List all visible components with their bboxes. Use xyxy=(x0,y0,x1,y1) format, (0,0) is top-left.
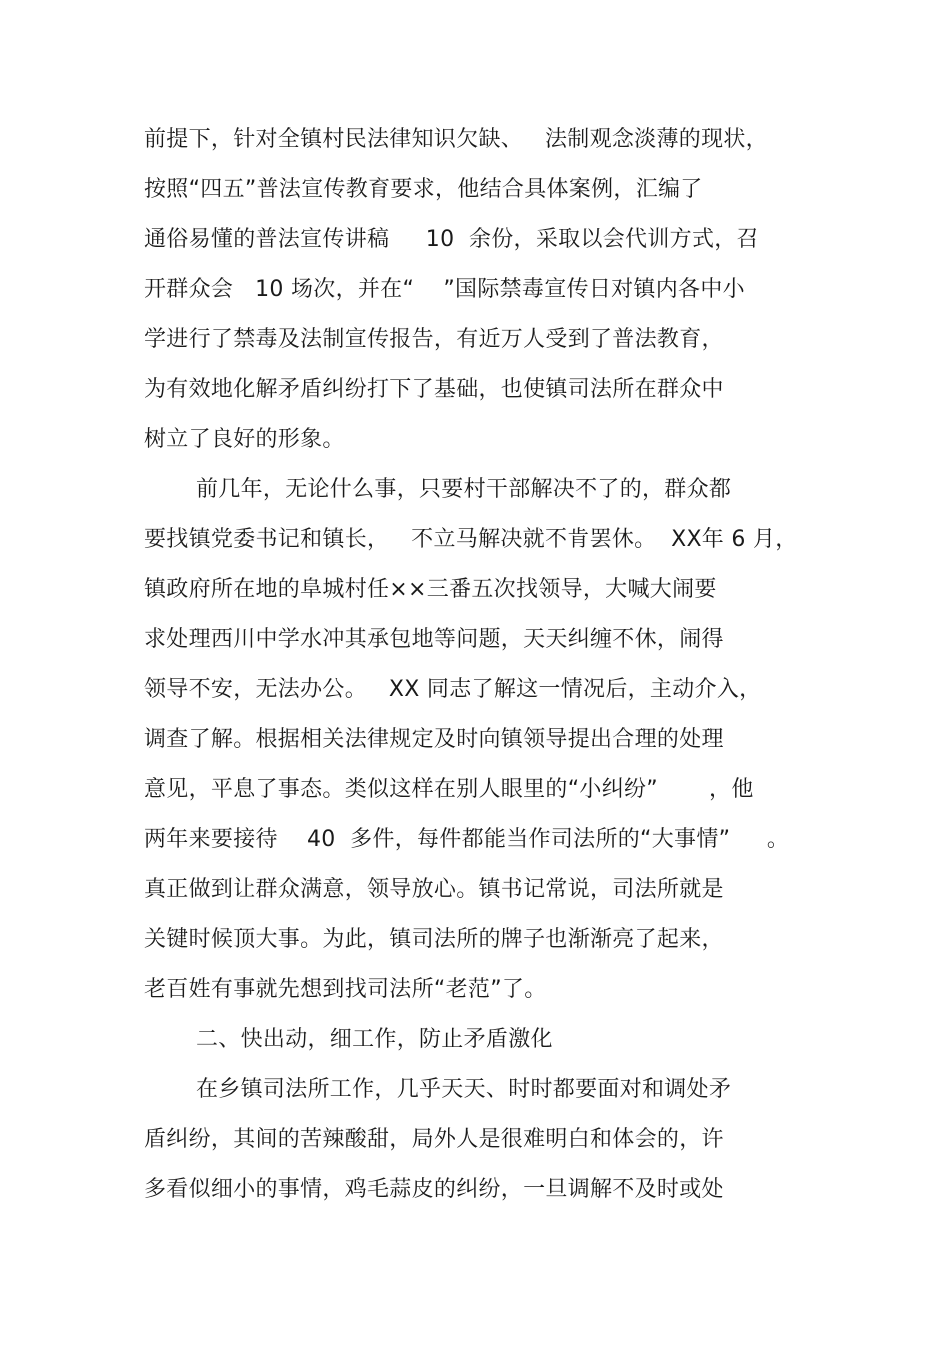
text-line: 要找镇党委书记和镇长， 不立马解决就不肯罢休。 XX年 6 月， xyxy=(144,527,798,552)
text-line: 通俗易懂的普法宣传讲稿 10 余份，采取以会代训方式，召 xyxy=(144,227,759,252)
text-line: 关键时候顶大事。为此，镇司法所的牌子也渐渐亮了起来， xyxy=(144,927,724,952)
text-line: 老百姓有事就先想到找司法所“老范”了。 xyxy=(144,977,547,1002)
text-line: 真正做到让群众满意，领导放心。镇书记常说，司法所就是 xyxy=(144,877,724,902)
text-line: 按照“四五”普法宣传教育要求，他结合具体案例，汇编了 xyxy=(144,177,703,202)
text-line: 多看似细小的事情，鸡毛蒜皮的纠纷，一旦调解不及时或处 xyxy=(144,1177,724,1202)
text-line: 盾纠纷，其间的苦辣酸甜，局外人是很难明白和体会的，许 xyxy=(144,1127,724,1152)
text-line: 意见，平息了事态。类似这样在别人眼里的“小纠纷” ，他 xyxy=(144,777,754,802)
text-line: 为有效地化解矛盾纠纷打下了基础，也使镇司法所在群众中 xyxy=(144,377,724,402)
text-line: 两年来要接待 40 多件，每件都能当作司法所的“大事情” 。 xyxy=(144,827,790,852)
text-line: 学进行了禁毒及法制宣传报告，有近万人受到了普法教育， xyxy=(144,327,724,352)
text-line: 求处理西川中学水冲其承包地等问题，天天纠缠不休，闹得 xyxy=(144,627,724,652)
paragraph-start-line: 在乡镇司法所工作，几乎天天、时时都要面对和调处矛 xyxy=(196,1077,732,1102)
text-line: 前提下，针对全镇村民法律知识欠缺、 法制观念淡薄的现状， xyxy=(144,127,768,152)
text-line: 领导不安，无法办公。 XX 同志了解这一情况后，主动介入， xyxy=(144,677,762,702)
text-line: 树立了良好的形象。 xyxy=(144,427,345,452)
text-line: 镇政府所在地的阜城村任××三番五次找领导，大喊大闹要 xyxy=(144,577,717,602)
text-line: 开群众会 10 场次，并在“ ”国际禁毒宣传日对镇内各中小 xyxy=(144,277,745,302)
paragraph-start-line: 前几年，无论什么事，只要村干部解决不了的，群众都 xyxy=(196,477,732,502)
section-heading: 二、快出动，细工作，防止矛盾激化 xyxy=(196,1027,553,1052)
text-line: 调查了解。根据相关法律规定及时向镇领导提出合理的处理 xyxy=(144,727,724,752)
